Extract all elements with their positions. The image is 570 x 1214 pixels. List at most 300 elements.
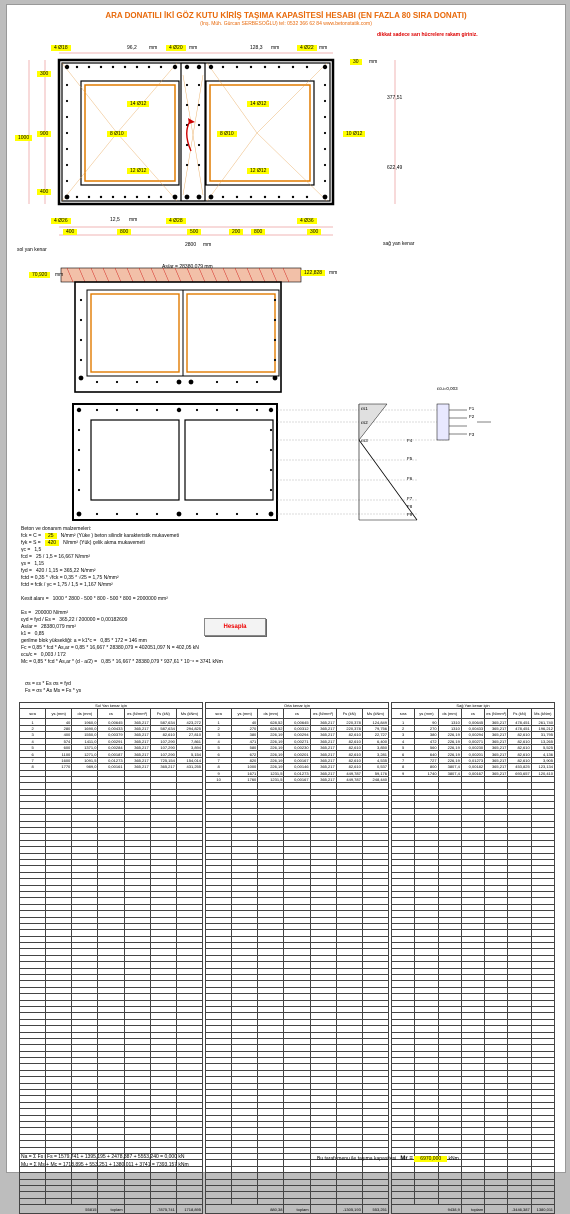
table-cell: 365,217	[310, 738, 336, 744]
table-cell: 453,825	[508, 764, 531, 770]
table-cell: 365,217	[310, 764, 336, 770]
strain-label: εs3	[361, 438, 368, 443]
totals-cell: 9438,9	[392, 1205, 462, 1214]
flange-bar-label: 12 Ø12	[127, 168, 149, 174]
table-cell: 365,217	[310, 725, 336, 731]
table-cell: 1960,0	[72, 719, 98, 725]
equation-line: Fs = σs * As Ms = Fs * ys	[25, 688, 82, 694]
force-label: F6	[407, 476, 413, 481]
table-cell: 270	[232, 725, 258, 731]
totals-cell: -7875,741	[150, 1205, 176, 1214]
table-cell: 1091,5	[72, 757, 98, 763]
table-cell: 365,217	[485, 732, 508, 738]
table-cell: 820	[232, 757, 258, 763]
table-cell: 365,217	[310, 732, 336, 738]
table-cell: 1231,5	[258, 770, 284, 776]
table-cell: 0,00187	[98, 751, 124, 757]
material-parameters	[21, 526, 321, 666]
table-cell: 220,378	[336, 725, 362, 731]
table-cell: 3,894	[176, 744, 202, 750]
table-cell: 9	[206, 770, 232, 776]
table-cell: 0,01273	[284, 770, 310, 776]
parameter-text: fyk = S =	[21, 540, 41, 546]
totals-cell	[124, 1205, 150, 1214]
table-cell: 0,00271	[284, 738, 310, 744]
parameter-text: 0,85 * 172 = 146 mm	[100, 638, 147, 644]
parameter-row	[21, 533, 321, 540]
table-cell: 7	[20, 757, 46, 763]
table-cell: 0,00433	[461, 725, 484, 731]
column-header: σs (N/mm²)	[485, 709, 508, 719]
capacity-value: 6970,000	[414, 1156, 447, 1162]
table-cell: 7,861	[176, 738, 202, 744]
table-cell: 365,217	[150, 764, 176, 770]
table-cell: 580	[232, 744, 258, 750]
table-cell: 1671	[232, 770, 258, 776]
web-bar-label: 8 Ø10	[107, 131, 127, 137]
parameter-text: 1000 * 2800 - 500 * 800 - 500 * 800 = 2000000 mm²	[52, 596, 168, 602]
table-cell: 226,19	[438, 757, 461, 763]
column-header: σs (N/mm²)	[310, 709, 336, 719]
table-cell: 226,19	[258, 744, 284, 750]
table-cell: 365,217	[124, 738, 150, 744]
dim-unit: mm	[149, 45, 158, 51]
totals-cell: -3446,387	[508, 1205, 531, 1214]
table-cell: 0,00230	[284, 744, 310, 750]
right-edge-table	[391, 702, 555, 1214]
table-cell: 365,217	[485, 744, 508, 750]
table-cell: 31,795	[531, 732, 554, 738]
totals-row	[392, 1205, 555, 1214]
column-header: ds (mm)	[438, 709, 461, 719]
calculate-button[interactable]: Hesapla	[204, 618, 266, 636]
parameter-text: 0,003 / 172	[40, 652, 66, 658]
table-cell: 40	[46, 719, 72, 725]
table-cell: 365,217	[310, 757, 336, 763]
table-cell: 4,535	[362, 757, 388, 763]
table-cell: 365,217	[485, 738, 508, 744]
table-cell: 6,400	[362, 738, 388, 744]
table-cell: 226,19	[258, 751, 284, 757]
table-cell: 0,00645	[98, 719, 124, 725]
parameter-text: 200000 N/mm²	[35, 610, 69, 616]
table-cell: 4,136	[531, 751, 554, 757]
force-label: F9	[407, 512, 413, 517]
web-bar-label: 8 Ø10	[217, 131, 237, 137]
totals-row	[206, 1205, 389, 1214]
table-cell: 154,014	[176, 757, 202, 763]
table-cell: 1550,0	[72, 732, 98, 738]
table-cell: 82,610	[508, 744, 531, 750]
parameter-row	[21, 561, 321, 568]
table-cell: 107,290	[150, 738, 176, 744]
capacity-result	[317, 1156, 459, 1162]
table-cell: 10	[206, 776, 232, 782]
column-header: ys (mm)	[232, 709, 258, 719]
force-label: F3	[469, 432, 475, 437]
as-ar-label: As/ar = 28380,079 mm	[162, 264, 213, 270]
table-cell: 226,19	[438, 744, 461, 750]
equation-line: σs = εs * Es σs = fyd	[25, 681, 71, 687]
force-label: F2	[469, 414, 475, 419]
capacity-symbol: Mr =	[400, 1156, 413, 1162]
table-cell: 0,00161	[98, 764, 124, 770]
compression-block-diagram	[7, 260, 565, 400]
force-label: F5	[407, 456, 413, 461]
table-cell: 725,154	[150, 757, 176, 763]
table-cell: 280	[46, 725, 72, 731]
table-cell: 82,610	[508, 757, 531, 763]
table-cell: 120,410	[531, 770, 554, 776]
parameter-row	[21, 610, 321, 617]
table-cell: 196,212	[531, 725, 554, 731]
parameter-row	[21, 596, 321, 603]
strain-label: εs2	[361, 420, 368, 425]
totals-cell: toplam	[98, 1205, 124, 1214]
table-cell: 0,00294	[284, 732, 310, 738]
width-input[interactable]: 300	[307, 229, 321, 235]
parameter-text: 420 / 1,15 = 365,22 N/mm²	[35, 568, 96, 574]
width-input[interactable]: 400	[63, 229, 77, 235]
width-input[interactable]: 200	[229, 229, 243, 235]
table-cell: 478,451	[508, 725, 531, 731]
parameter-input[interactable]: 420	[45, 540, 59, 546]
table-cell: 2	[20, 725, 46, 731]
table-cell: 226,19	[438, 738, 461, 744]
table-title: Sağ Yan kenar için	[392, 703, 555, 709]
height-input[interactable]: 300	[37, 71, 51, 77]
summary	[21, 1153, 189, 1169]
table-cell: 1600	[46, 757, 72, 763]
column-header: Fs (kN)	[336, 709, 362, 719]
parameter-text: 1,5	[34, 547, 42, 553]
table-cell: 365,217	[485, 757, 508, 763]
table-cell: 82,610	[508, 738, 531, 744]
force-label: F8	[407, 504, 413, 509]
totals-cell	[485, 1205, 508, 1214]
table-cell: 8	[206, 764, 232, 770]
table-header-row	[392, 709, 555, 719]
parameter-input[interactable]: 25	[45, 533, 57, 539]
table-cell: 124,849	[362, 719, 388, 725]
table-cell: 5	[20, 744, 46, 750]
table-cell: 478,451	[508, 719, 531, 725]
parameter-text: N/mm² (Yüke ) beton silindir karakteristik mukavemeti	[60, 533, 179, 539]
table-cell: 365,217	[485, 719, 508, 725]
dim-unit: mm	[319, 45, 328, 51]
table-cell: 5,154	[176, 751, 202, 757]
parameter-text: Es =	[21, 610, 32, 616]
parameter-text: γs =	[21, 561, 31, 567]
left-side-label: sol yan kenar	[17, 247, 47, 253]
totals-cell: 1718,895	[176, 1205, 202, 1214]
cover-input[interactable]: 30	[350, 59, 362, 65]
dim-unit: mm	[129, 217, 138, 223]
column-header: εs	[461, 709, 484, 719]
page-title: ARA DONATILI İKİ GÖZ KUTU KİRİŞ TAŞIMA KAPASİTESİ HESABI (EN FAZLA 80 SIRA DONATI)	[105, 11, 467, 20]
table-cell: 0,00230	[461, 744, 484, 750]
table-cell: 82,610	[336, 751, 362, 757]
table-cell: 107,290	[150, 744, 176, 750]
parameter-text: fcd =	[21, 554, 32, 560]
table-cell: 2	[392, 725, 415, 731]
column-header: sıra	[392, 709, 415, 719]
capacity-label: Bu tarafı menu ile taşıma kapasitesi	[317, 1156, 397, 1162]
table-cell: 380	[415, 732, 438, 738]
table-cell: 3,281	[362, 751, 388, 757]
table-cell: 587,634	[150, 719, 176, 725]
table-cell: 365,217	[124, 751, 150, 757]
parameter-text: Fc = 0,85 * fcd * As,ar = 0,85 * 16,667 * 28380,079 = 402051,097 N = 402,05 kN	[21, 645, 199, 651]
table-cell: 0,01273	[98, 757, 124, 763]
author-info: (Inş. Müh. Gürcan SERBESOĞLU) tel: 0532 366 62 84 www.betonstatik.com)	[200, 21, 372, 27]
total-width-unit: mm	[203, 242, 212, 248]
table-cell: 6	[206, 751, 232, 757]
parameter-text: fctd = 0,35 * √fck = 0,35 * √25 = 1,75 N/mm²	[21, 575, 119, 581]
parameter-row	[21, 526, 321, 533]
left-edge-table	[19, 702, 203, 1214]
height-input[interactable]: 900	[37, 131, 51, 137]
bottom-bar-label: 4 Ø26	[51, 218, 71, 224]
parameter-row	[21, 575, 321, 582]
parameter-text: Kesit alanı =	[21, 596, 49, 602]
table-cell: 0,00146	[284, 764, 310, 770]
column-header: ds (mm)	[258, 709, 284, 719]
parameter-text: 0,85	[34, 631, 45, 637]
column-header: εs	[284, 709, 310, 719]
table-cell: 1271,0	[72, 751, 98, 757]
column-header: εs	[98, 709, 124, 719]
table-cell: 365,217	[124, 719, 150, 725]
table-cell: 1310	[438, 725, 461, 731]
totals-cell: -1305,193	[336, 1205, 362, 1214]
table-cell: 1100	[46, 751, 72, 757]
equation-notes	[25, 681, 81, 695]
worksheet-page	[6, 4, 566, 1212]
table-cell: 7	[392, 757, 415, 763]
top-bar-label: 4 Ø18	[51, 45, 71, 51]
force-label: F7	[407, 496, 413, 501]
bottom-bar-label: 4 Ø28	[166, 218, 186, 224]
table-cell: 672	[232, 751, 258, 757]
totals-cell: 55815	[20, 1205, 98, 1214]
table-cell: 1	[392, 719, 415, 725]
table-cell: 0,00201	[284, 751, 310, 757]
force-label: F1	[469, 406, 475, 411]
parameter-text: 0,85 * 16,667 * 28380,079 * 937,61 * 10⁻⁶ = 3741 kNm	[101, 659, 223, 665]
table-cell: 560	[415, 744, 438, 750]
table-cell: 226,19	[258, 732, 284, 738]
totals-cell: toplam	[461, 1205, 484, 1214]
table-cell: 3	[392, 732, 415, 738]
flange-bar-label: 14 Ø12	[127, 101, 149, 107]
axial-sum: Na = Σ Fs i Fs = 1579,741 + 1395,195 + 2478,387 + 5553,240 = 0,000 kN	[21, 1154, 185, 1160]
table-cell: 365,217	[124, 757, 150, 763]
table-cell: 574	[46, 738, 72, 744]
parameter-row	[21, 659, 321, 666]
table-cell: 27,810	[176, 732, 202, 738]
totals-cell: 1380,011	[531, 1205, 554, 1214]
table-cell: 8	[392, 764, 415, 770]
parameter-text: N/mm² (Yük) çelik akma mukavemeti	[63, 540, 145, 546]
table-cell: 123,134	[531, 764, 554, 770]
table-cell: 3	[206, 732, 232, 738]
table-cell: 989,0	[72, 764, 98, 770]
table-cell: 3,905	[531, 757, 554, 763]
table-cell: 400	[46, 732, 72, 738]
parameter-text: γc =	[21, 547, 31, 553]
table-cell: 82,610	[336, 764, 362, 770]
width-input[interactable]: 800	[251, 229, 265, 235]
table-cell: 3,850	[362, 744, 388, 750]
column-header: Fs (kN)	[150, 709, 176, 719]
totals-cell: 553,251	[362, 1205, 388, 1214]
parameter-row	[21, 540, 321, 547]
total-height-label: 1000	[15, 135, 32, 141]
table-cell: 59,176	[362, 770, 388, 776]
table-cell: 0,00167	[284, 757, 310, 763]
table-cell: 270	[415, 725, 438, 731]
parameter-row	[21, 638, 321, 645]
right-dim-label: 377,51	[387, 95, 403, 101]
strain-label: εs1	[361, 406, 368, 411]
dim-label: 12,5	[110, 217, 120, 223]
table-cell: 600	[46, 744, 72, 750]
bottom-bar-label: 4 Ø36	[297, 218, 317, 224]
table-cell: 261,740	[531, 719, 554, 725]
table-cell: 3807,4	[438, 764, 461, 770]
table-cell: 628,52	[258, 719, 284, 725]
flange-bar-label: 12 Ø12	[247, 168, 269, 174]
width-input[interactable]: 500	[187, 229, 201, 235]
table-cell: 365,217	[310, 719, 336, 725]
table-cell: 2	[206, 725, 232, 731]
parameter-text: 365,22 / 200000 = 0,00182609	[59, 617, 128, 623]
table-cell: 7	[206, 757, 232, 763]
table-cell: 0,00271	[461, 738, 484, 744]
top-bar-label: 4 Ø22	[297, 45, 317, 51]
column-header: Fs (kN)	[508, 709, 531, 719]
table-cell: 587,634	[150, 725, 176, 731]
parameter-text: fck = C =	[21, 533, 42, 539]
parameter-row	[21, 652, 321, 659]
parameter-text: 25 / 1,5 = 16,667 N/mm²	[35, 554, 91, 560]
table-cell: 40	[232, 719, 258, 725]
table-cell: 5	[206, 744, 232, 750]
table-cell: 365,217	[124, 732, 150, 738]
table-cell: 471	[232, 738, 258, 744]
table-title: Sol Yan kenar için	[20, 703, 203, 709]
dim-label: 128,3	[250, 45, 263, 51]
dim-unit: mm	[271, 45, 280, 51]
table-cell: 82,610	[336, 738, 362, 744]
table-cell: 1000	[232, 764, 258, 770]
table-cell: 365,217	[310, 751, 336, 757]
dim-unit: mm	[189, 45, 198, 51]
table-cell: 82,610	[336, 744, 362, 750]
web-bar-label: 10 Ø12	[343, 131, 365, 137]
parameter-text: Mc = 0,85 * fcd * As,ar * (d - a/2) =	[21, 659, 98, 665]
table-cell: 107,290	[150, 751, 176, 757]
parameter-text: fyd =	[21, 568, 32, 574]
parameter-text: As/ar =	[21, 624, 37, 630]
parameter-row	[21, 603, 321, 610]
table-cell: 82,610	[508, 732, 531, 738]
a-value: 122,828	[301, 270, 325, 276]
table-cell: 4	[20, 738, 46, 744]
flange-bar-label: 14 Ø12	[247, 101, 269, 107]
parameter-row	[21, 631, 321, 638]
table-cell: 0,00291	[98, 738, 124, 744]
table-cell: 1371,0	[72, 744, 98, 750]
table-cell: 3	[20, 732, 46, 738]
table-cell: 1	[20, 719, 46, 725]
table-cell: 22,727	[362, 732, 388, 738]
parameter-row	[21, 582, 321, 589]
table-cell: 0,00379	[98, 732, 124, 738]
totals-cell	[310, 1205, 336, 1214]
parameter-row	[21, 589, 321, 596]
a-unit: mm	[329, 270, 338, 276]
middle-edge-table	[205, 702, 389, 1214]
table-cell: 472	[415, 738, 438, 744]
table-cell: 0,00167	[461, 770, 484, 776]
force-label: F4	[407, 438, 413, 443]
table-cell: 1231,5	[258, 776, 284, 782]
parameter-row	[21, 547, 321, 554]
table-cell: 82,610	[336, 732, 362, 738]
parameter-text: εyd = fyd / Es =	[21, 617, 56, 623]
d-value: 70,920	[29, 272, 50, 278]
dim-unit: mm	[369, 59, 378, 65]
table-title: Orta kenar için	[206, 703, 389, 709]
table-cell: 365,217	[310, 744, 336, 750]
table-cell: 1740	[415, 770, 438, 776]
table-cell: 3807,4	[438, 770, 461, 776]
table-cell: 0,00167	[284, 776, 310, 782]
table-cell: 727	[415, 757, 438, 763]
table-cell: 82,610	[508, 751, 531, 757]
table-cell: 226,19	[438, 751, 461, 757]
table-cell: 226,19	[258, 764, 284, 770]
width-input[interactable]: 800	[117, 229, 131, 235]
table-cell: 5,525	[531, 744, 554, 750]
table-cell: 226,19	[258, 757, 284, 763]
parameter-text: Beton ve donanım malzemeleri:	[21, 526, 92, 532]
table-cell: 226,19	[258, 738, 284, 744]
parameter-row	[21, 554, 321, 561]
table-cell: 0,00284	[98, 744, 124, 750]
table-cell: 9	[392, 770, 415, 776]
moment-sum: Mu = Σ Ms + Mc = 1718,895 + 553,251 + 1380,011 + 3741 = 7393,157 kNm	[21, 1162, 189, 1168]
parameter-row	[21, 624, 321, 631]
table-cell: 1770	[46, 764, 72, 770]
height-input[interactable]: 400	[37, 189, 51, 195]
table-cell: 6	[392, 751, 415, 757]
table-cell: 1411,0	[72, 738, 98, 744]
column-header: ys (mm)	[415, 709, 438, 719]
table-cell: 1	[206, 719, 232, 725]
input-note: dikkat sadece sarı hücrelere rakam giriniz.	[377, 32, 478, 38]
table-cell: 0,00433	[98, 725, 124, 731]
table-header-row	[20, 709, 203, 719]
table-cell: 1760	[232, 776, 258, 782]
table-cell: 365,217	[124, 725, 150, 731]
table-cell: 628,52	[258, 725, 284, 731]
strain-diagram	[7, 400, 565, 525]
parameter-text: k1 =	[21, 631, 31, 637]
table-cell: 82,610	[336, 757, 362, 763]
